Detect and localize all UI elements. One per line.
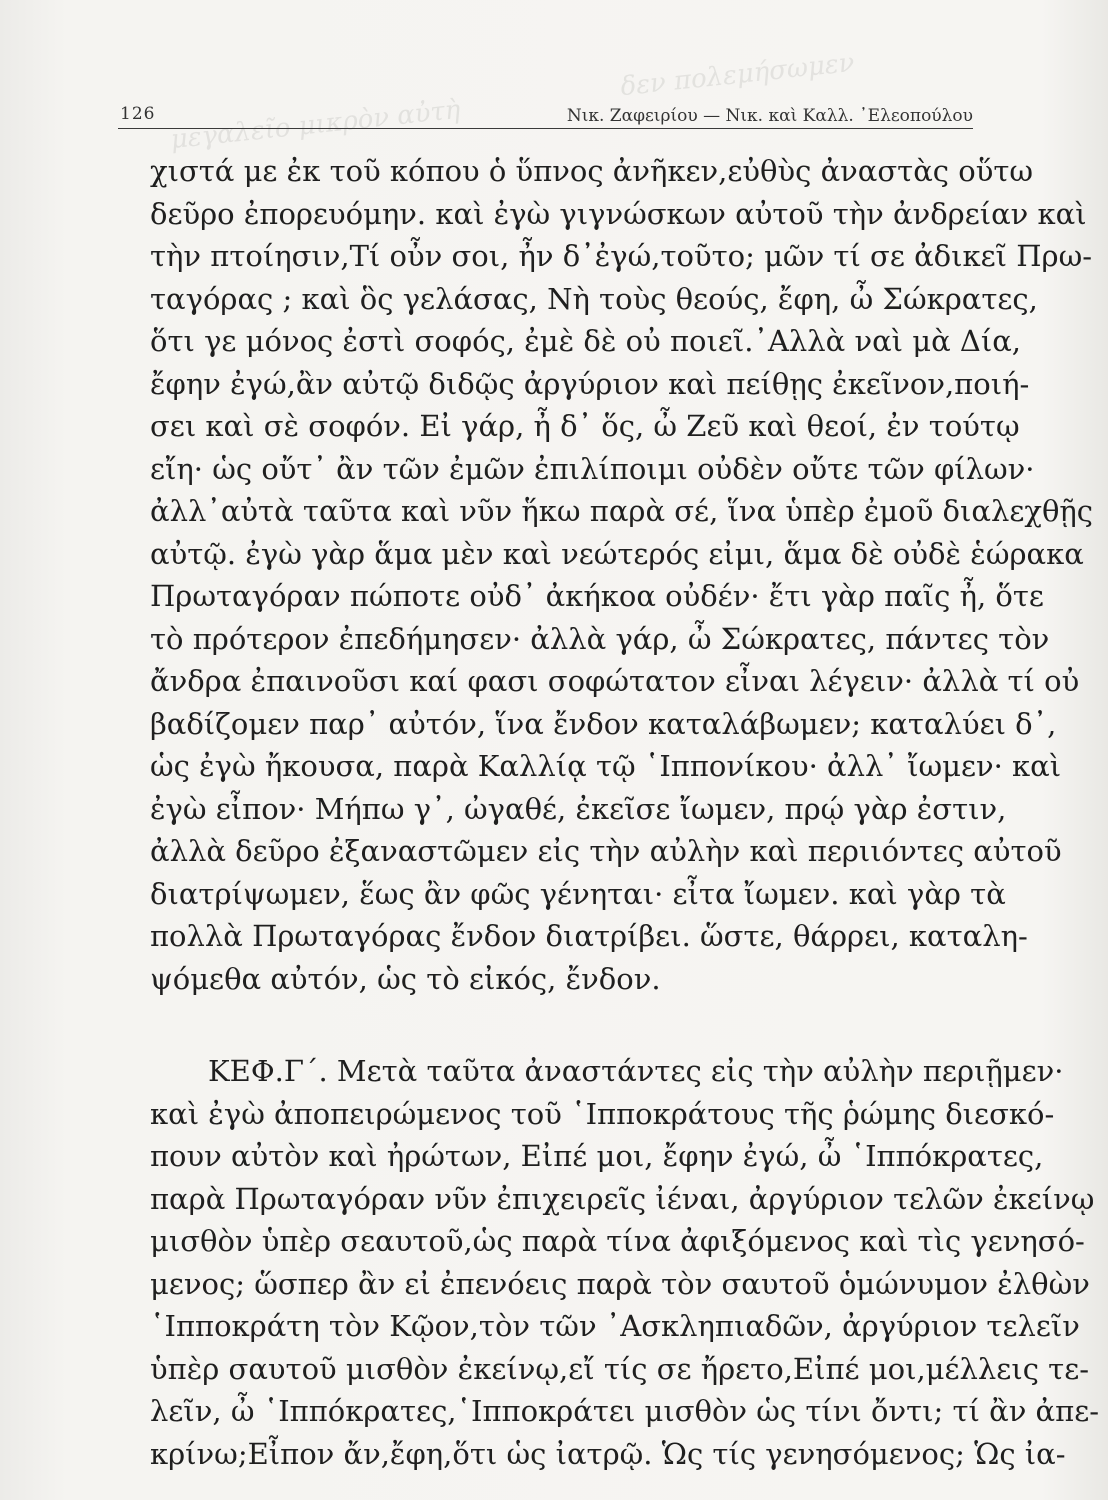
page-header bbox=[118, 98, 973, 129]
text-line: δεῦρο ἐπορευόμην. καὶ ἐγὼ γιγνώσκων αὐτοῦ τὴν ἀνδρείαν καὶ bbox=[150, 196, 1087, 231]
text-line: μισθὸν ὑπὲρ σεαυτοῦ,ὡς παρὰ τίνα ἀφιξόμενος καὶ τὶς γενησό- bbox=[150, 1224, 1085, 1258]
text-line: τὴν πτοίησιν,Τί οὖν σοι, ἦν δ᾿ἐγώ,τοῦτο; μῶν τί σε ἀδικεῖ Πρω- bbox=[150, 239, 1093, 273]
text-line: ἐγὼ εἶπον· Μήπω γ᾿, ὠγαθέ, ἐκεῖσε ἴωμεν, πρῴ γὰρ ἐστιν, bbox=[150, 791, 1007, 826]
text-line: λεῖν, ὦ ῾Ιππόκρατες,῾Ιπποκράτει μισθὸν ὡς τίνι ὄντι; τί ἂν ἀπε- bbox=[150, 1394, 1100, 1428]
bleed-through-text: μεγαλεῖο μικρὸν αὐτὴ bbox=[169, 94, 462, 156]
text-line: κρίνω;Εἶπον ἄν,ἔφη,ὅτι ὡς ἰατρῷ. Ὡς τίς γενησόμενος; Ὡς ἰα- bbox=[150, 1436, 1066, 1471]
text-line: χιστά με ἐκ τοῦ κόπου ὁ ὕπνος ἀνῆκεν,εὐθὺς ἀναστὰς οὕτω bbox=[150, 154, 1034, 188]
chapter-heading-line: ΚΕΦ.Γ΄. Μετὰ ταῦτα ἀναστάντες εἰς τὴν αὐλὴν περιῇμεν· bbox=[208, 1054, 1064, 1088]
text-line: καὶ ἐγὼ ἀποπειρώμενος τοῦ ῾Ιπποκράτους τῆς ῥώμης διεσκό- bbox=[150, 1096, 1055, 1131]
text-line: βαδίζομεν παρ᾿ αὐτόν, ἵνα ἔνδον καταλάβωμεν; καταλύει δ᾿, bbox=[150, 706, 1057, 741]
text-line: σει καὶ σὲ σοφόν. Εἰ γάρ, ἦ δ᾿ ὅς, ὦ Ζεῦ καὶ θεοί, ἐν τούτῳ bbox=[150, 409, 1020, 443]
text-line: διατρίψωμεν, ἕως ἂν φῶς γένηται· εἶτα ἴωμεν. καὶ γὰρ τὰ bbox=[150, 876, 1006, 911]
paragraph-2 bbox=[150, 1050, 1100, 1475]
text-line: μενος; ὥσπερ ἂν εἰ ἐπενόεις παρὰ τὸν σαυτοῦ ὁμώνυμον ἐλθὼν bbox=[150, 1266, 1090, 1301]
page-number: 126 bbox=[120, 104, 156, 124]
body-text bbox=[150, 150, 1100, 1475]
text-line: ψόμεθα αὐτόν, ὡς τὸ εἰκός, ἔνδον. bbox=[150, 961, 661, 996]
paragraph-1 bbox=[150, 150, 1094, 1000]
text-line: παρὰ Πρωταγόραν νῦν ἐπιχειρεῖς ἰέναι, ἀργύριον τελῶν ἐκείνῳ bbox=[150, 1181, 1095, 1216]
text-line: τὸ πρότερον ἐπεδήμησεν· ἀλλὰ γάρ, ὦ Σώκρατες, πάντες τὸν bbox=[150, 621, 1050, 656]
text-line: ὑπὲρ σαυτοῦ μισθὸν ἐκείνῳ,εἴ τίς σε ἤρετο,Εἰπέ μοι,μέλλεις τε- bbox=[150, 1351, 1090, 1386]
text-line: αὐτῷ. ἐγὼ γὰρ ἅμα μὲν καὶ νεώτερός εἰμι, ἅμα δὲ οὐδὲ ἑώρακα bbox=[150, 536, 1084, 571]
bleed-through-text: δεν πολεμήσωμεν bbox=[619, 47, 856, 103]
text-line: ὡς ἐγὼ ἤκουσα, παρὰ Καλλίᾳ τῷ ῾Ιππονίκου· ἀλλ᾿ ἴωμεν· καὶ bbox=[150, 749, 1062, 783]
text-line: ταγόρας ; καὶ ὃς γελάσας, Νὴ τοὺς θεούς, ἔφη, ὦ Σώκρατες, bbox=[150, 281, 1038, 316]
text-line: ἀλλ᾿αὐτὰ ταῦτα καὶ νῦν ἥκω παρὰ σέ, ἵνα ὑπὲρ ἐμοῦ διαλεχθῇς bbox=[150, 494, 1094, 528]
text-line: ἄνδρα ἐπαινοῦσι καί φασι σοφώτατον εἶναι λέγειν· ἀλλὰ τί οὐ bbox=[150, 664, 1080, 698]
running-head: Νικ. Ζαφειρίου — Νικ. καὶ Καλλ. ᾿Ελεοπούλου bbox=[566, 106, 973, 126]
text-line: ῾Ιπποκράτη τὸν Κῷον,τὸν τῶν ᾿Ασκληπιαδῶν, ἀργύριον τελεῖν bbox=[150, 1309, 1080, 1343]
text-line: ἔφην ἐγώ,ἂν αὐτῷ διδῷς ἀργύριον καὶ πείθῃς ἐκεῖνον,ποιή- bbox=[150, 366, 1030, 401]
text-line: Πρωταγόραν πώποτε οὐδ᾿ ἀκήκοα οὐδέν· ἔτι γὰρ παῖς ἦ, ὅτε bbox=[150, 579, 1044, 613]
paragraph-gap bbox=[150, 1000, 980, 1050]
text-line: εἴη· ὡς οὔτ᾿ ἂν τῶν ἐμῶν ἐπιλίποιμι οὐδὲν οὔτε τῶν φίλων· bbox=[150, 451, 1035, 486]
text-line: ἀλλὰ δεῦρο ἐξαναστῶμεν εἰς τὴν αὐλὴν καὶ περιιόντες αὐτοῦ bbox=[150, 834, 1062, 868]
text-line: πολλὰ Πρωταγόρας ἔνδον διατρίβει. ὥστε, θάρρει, καταλη- bbox=[150, 919, 1028, 953]
text-line: πουν αὐτὸν καὶ ἠρώτων, Εἰπέ μοι, ἔφην ἐγώ, ὦ ῾Ιππόκρατες, bbox=[150, 1139, 1044, 1173]
text-line: ὅτι γε μόνος ἐστὶ σοφός, ἐμὲ δὲ οὐ ποιεῖ.᾿Αλλὰ ναὶ μὰ Δία, bbox=[150, 324, 1022, 358]
